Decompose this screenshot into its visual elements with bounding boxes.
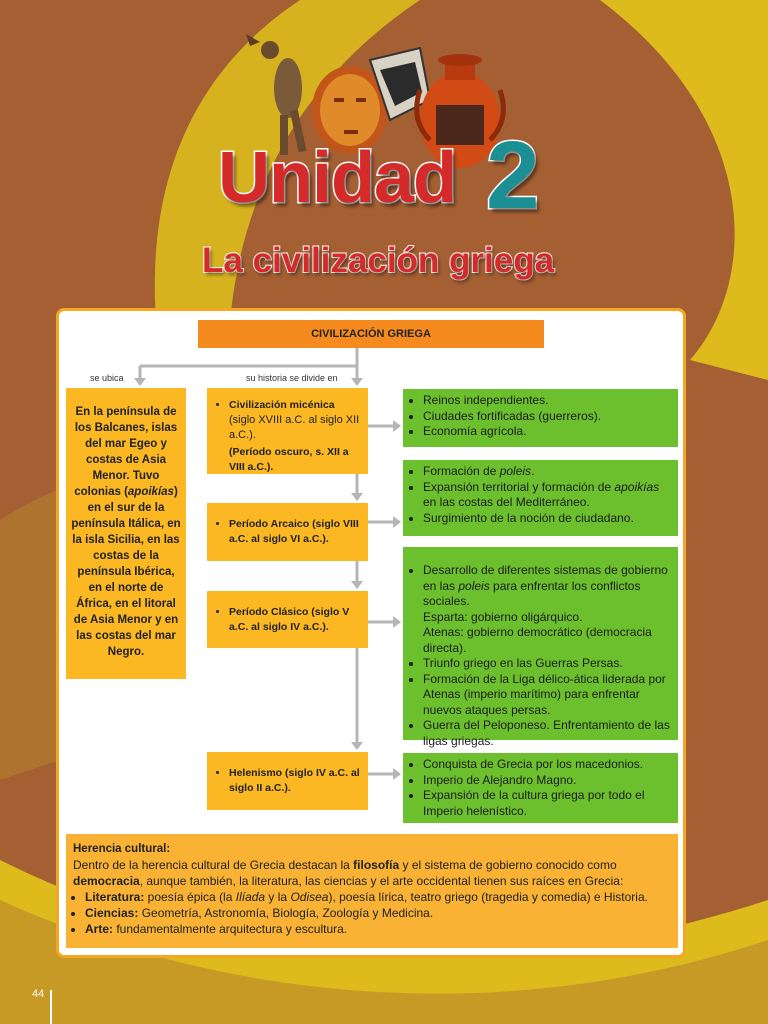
location-box (66, 388, 186, 679)
heritage-item-arte: • Arte: fundamentalmente arquitectura y escultura. (85, 921, 671, 937)
label-history: su historia se divide en (246, 373, 338, 383)
fact-item: • Formación de la Liga délico-ática liderada por Atenas (imperio marítimo) para enfrentar nuevos ataques persas. (423, 672, 672, 719)
period-box-helenismo (207, 752, 368, 810)
fact-item: • Triunfo griego en las Guerras Persas. (423, 656, 672, 672)
fact-item: • Desarrollo de diferentes sistemas de gobierno en las poleis para enfrentar los conflictos sociales. Esparta: gobierno oligárquico. Atenas: gobierno democrático (democracia directa). (423, 563, 672, 656)
period-detail: (siglo VIII a.C. al siglo VI a.C.). (229, 518, 359, 545)
period-name: Período Clásico (229, 606, 309, 618)
period-box-arcaico (207, 503, 368, 561)
unit-title: Unidad (218, 138, 456, 218)
heritage-item-ciencias: • Ciencias: Geometría, Astronomía, Biología, Zoología y Medicina. (85, 905, 671, 921)
location-text: En la península de los Balcanes, islas del mar Egeo y costas de Asia Menor. Tuvo colonias (apoikías) en el sur de la península Itálica, en la isla Sicilia, en las costas de la península Ibérica, en el norte de África, en el litoral de Asia Menor y en las costas del mar Negro. (71, 406, 181, 658)
fact-item: • Ciudades fortificadas (guerreros). (423, 409, 672, 425)
unit-subtitle: La civilización griega (202, 241, 555, 280)
fact-item: • Expansión territorial y formación de apoikías en las costas del Mediterráneo. (423, 480, 672, 511)
facts-box-micenica (403, 389, 678, 447)
period-name: Período Arcaico (229, 518, 310, 530)
fact-item: • Reinos independientes. (423, 393, 672, 409)
fact-item: • Formación de poleis. (423, 464, 672, 480)
period-detail: (siglo IV a.C. al siglo II a.C.). (229, 767, 360, 794)
facts-box-arcaico (403, 460, 678, 536)
period-box-clasico (207, 591, 368, 648)
heritage-box (66, 834, 678, 948)
label-location: se ubica (90, 373, 124, 383)
period-name: Civilización micénica (229, 399, 335, 411)
diagram-title: CIVILIZACIÓN GRIEGA (198, 320, 544, 348)
facts-box-helenismo (403, 753, 678, 823)
fact-item: • Guerra del Peloponeso. Enfrentamiento de las ligas griegas. (423, 718, 672, 749)
period-name: Helenismo (229, 767, 283, 779)
fact-item: • Conquista de Grecia por los macedonios. (423, 757, 672, 773)
fact-item: • Economía agrícola. (423, 424, 672, 440)
heritage-intro: Dentro de la herencia cultural de Grecia destacan la filosofía y el sistema de gobierno conocido como democracia, aunque también, la literatura, las ciencias y el arte occidental tienen sus raíces en Grecia: (73, 858, 624, 888)
period-extra: (Período oscuro, s. XII a VIII a.C.). (229, 446, 349, 473)
heritage-heading: Herencia cultural: (73, 843, 171, 855)
fact-item: • Surgimiento de la noción de ciudadano. (423, 511, 672, 527)
period-detail: (siglo XVIII a.C. al siglo XII a.C.). (229, 414, 360, 441)
facts-box-clasico (403, 547, 678, 748)
unit-number: 2 (486, 122, 540, 229)
page-divider (50, 990, 52, 1024)
fact-item: • Imperio de Alejandro Magno. (423, 773, 672, 789)
fact-item: • Expansión de la cultura griega por todo el Imperio helenístico. (423, 788, 672, 819)
heritage-item-literatura: • Literatura: poesía épica (la Ilíada y la Odisea), poesía lírica, teatro griego (tragedia y comedia) e Historia. (85, 889, 671, 905)
period-box-micenica (207, 388, 368, 474)
page-number: 44 (32, 988, 45, 1000)
period-detail: (siglo V a.C. al siglo IV a.C.). (229, 606, 350, 633)
